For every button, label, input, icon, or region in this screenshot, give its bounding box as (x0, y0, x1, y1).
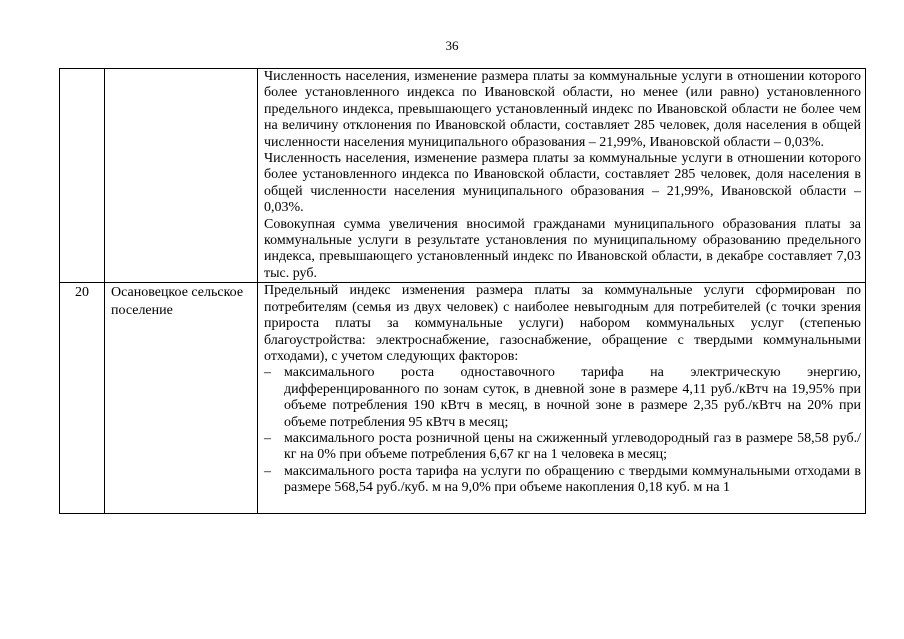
factor-list (258, 365, 865, 496)
municipality-name: Осановецкое сельское поселение (111, 285, 244, 319)
row-number-cell (60, 283, 105, 514)
row-number-cell (60, 69, 105, 283)
list-item (258, 365, 865, 431)
list-item (258, 464, 865, 497)
intro-paragraph: Предельный индекс изменения размера платы за коммунальные услуги сформирован по потребителям (семья из двух человек) с наиболее невыгодным для потребителей (с точки зрения прироста платы за коммунальные услуги) набором коммунальных услуг (степенью благоустройства: электроснабжение, газоснабжение, обращение с твердыми коммунальными отходами), с учетом следующих факторов: (264, 283, 861, 364)
page-number: 36 (445, 38, 459, 53)
list-item-text: максимального роста тарифа на услуги по обращению с твердыми коммунальными отходами в размере 568,54 руб./куб. м на 9,0% при объеме накопления 0,18 куб. м на 1 (284, 463, 861, 496)
paragraph: Численность населения, изменение размера платы за коммунальные услуги в отношении которого более установленного индекса по Ивановской области, но менее (или равно) установленного предельного индекса, превышающего установленный индекс по Ивановской области не более чем на величину отклонения по Ивановской области, составляет 285 человек, доля населения в общей численности населения муниципального образования – 21,99%, Ивановской области – 0,03%. (264, 69, 861, 150)
dash-marker: – (264, 463, 271, 479)
description-cell (258, 283, 866, 514)
paragraph: Численность населения, изменение размера платы за коммунальные услуги в отношении которого более установленного индекса по Ивановской области, составляет 285 человек, доля населения в общей численности населения муниципального образования – 21,99%, Ивановской области – 0,03%. (264, 151, 861, 216)
municipality-name-cell (105, 283, 258, 514)
dash-marker: – (264, 365, 271, 381)
dash-marker: – (264, 430, 271, 446)
municipality-name-cell (105, 69, 258, 283)
description-cell (258, 69, 866, 283)
row-number (60, 69, 104, 70)
table-row (60, 69, 866, 283)
municipal-table (59, 68, 866, 514)
paragraph: Совокупная сумма увеличения вносимой гражданами муниципального образования платы за коммунальные услуги в результате установления по муниципальному образованию предельного индекса, превышающего установленный индекс по Ивановской области, в декабре составляет 7,03 тыс. руб. (264, 216, 861, 281)
list-item-text: максимального роста розничной цены на сжиженный углеводородный газ в размере 58,58 руб./кг на 0% при объеме потребления 6,67 кг на 1 человека в месяц; (284, 430, 861, 463)
municipality-name (105, 69, 257, 70)
table-row (60, 283, 866, 514)
list-item (258, 431, 865, 464)
row-number: 20 (75, 285, 89, 301)
list-item-text: максимального роста одноставочного тарифа на электрическую энергию, дифференцированного по зонам суток, в дневной зоне в размере 4,11 руб./кВтч на 19,95% при объеме потребления 190 кВтч в месяц, в ночной зоне в размере 2,35 руб./кВтч на 20% при объеме потребления 95 кВтч в месяц; (284, 365, 861, 430)
